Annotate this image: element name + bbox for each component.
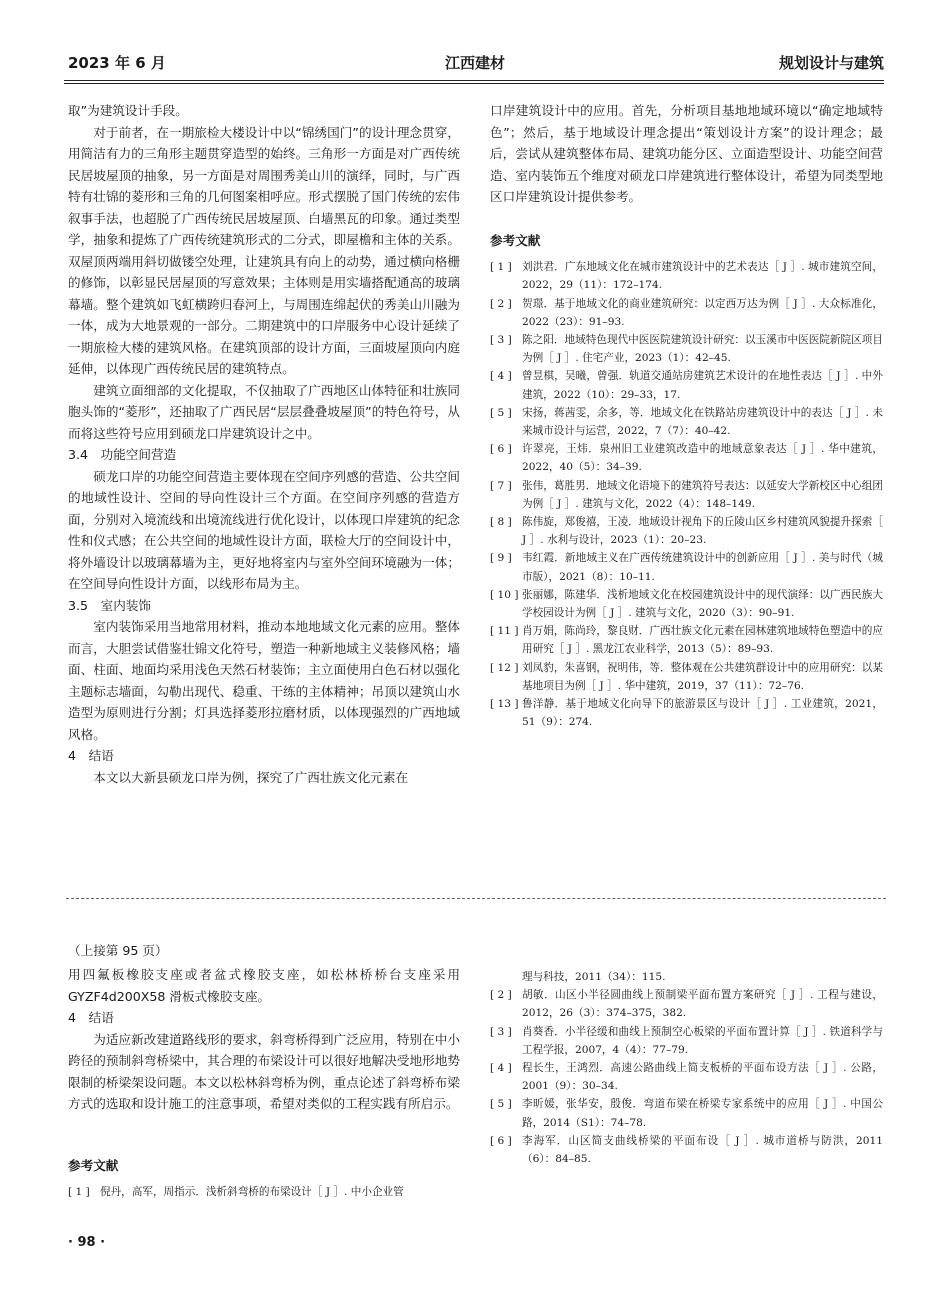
references-upper [490, 232, 883, 731]
reference-continued: 理与科技，2011（34）：115. [522, 971, 666, 983]
reference-text: 胡敏．山区小半径圆曲线上预制梁平面布置方案研究［ J ］. 工程与建设，2012，26（3）：374–375，382. [522, 989, 883, 1020]
paragraph: 本文以大新县硕龙口岸为例，探究了广西壮族文化元素在 [93, 769, 409, 785]
reference-number: [ 3 ] [490, 1025, 512, 1038]
reference-text: 刘凤豹，朱喜钢，祝明伟，等．整体观在公共建筑群设计中的应用研究：以某基地项目为例［ J ］. 华中建筑，2019，37（11）：72–76. [522, 661, 883, 692]
upper-left-column [68, 100, 460, 788]
reference-text: 陈之阳．地域特色现代中医医院建筑设计研究：以玉溪市中医医院新院区项目为例［ J ］. 住宅产业，2023（1）：42–45. [522, 334, 883, 365]
reference-item [490, 1132, 883, 1168]
reference-item [490, 1059, 883, 1095]
reference-text: 鲁洋静．基于地域文化向导下的旅游景区与设计［ J ］. 工业建筑，2021，51（9）：274. [522, 698, 883, 729]
reference-number: [ 1 ] [68, 1186, 90, 1199]
reference-item [490, 404, 883, 440]
reference-number: [ 11 ] [490, 625, 519, 638]
upper-right-column [490, 100, 883, 208]
reference-text: 宋扬，蒋茜雯，余多，等．地域文化在铁路站房建筑设计中的表达［ J ］. 未来城市设计与运营，2022，7（7）：40–42. [522, 406, 883, 438]
section-heading: 3.4 功能空间营造 [68, 447, 177, 462]
reference-number: [ 5 ] [490, 1098, 512, 1111]
reference-item [490, 659, 883, 695]
reference-number: [ 7 ] [490, 479, 512, 492]
lower-left-column [68, 964, 460, 1115]
reference-item [490, 513, 883, 549]
reference-text: 李昕媛，张华安，殷俊．弯道布梁在桥梁专家系统中的应用［ J ］. 中国公路，2014（S1）：74–78. [522, 1098, 883, 1129]
reference-number: [ 2 ] [490, 297, 512, 310]
reference-item [490, 331, 883, 367]
section-heading: 4 结语 [68, 1010, 114, 1025]
section-heading: 3.5 室内装饰 [68, 597, 151, 613]
reference-text: 肖葵香．小半径缓和曲线上预制空心板梁的平面布置计算［ J ］. 铁道科学与工程学报，2007，4（4）：77–79. [522, 1025, 883, 1056]
reference-number: [ 9 ] [490, 552, 512, 565]
reference-text: 倪丹，高军，周指示．浅析斜弯桥的布梁设计［ J ］. 中小企业管 [100, 1186, 404, 1199]
paragraph: 硕龙口岸的功能空间营造主要体现在空间序列感的营造、公共空间的地域性设计、空间的导向性设计三个方面。在空间序列感的营造方面，分别对入境流线和出境流线进行优化设计，以体现口岸建筑的纪念性和仪式感；在公共空间的地域性设计方面，联检大厅的空间设计中，将外墙设计以玻璃幕墙为主，更好地将室内与室外空间环境融为一体；在空间导向性设计方面，以线形布局为主。 [68, 468, 460, 591]
reference-item [490, 695, 883, 731]
header-rule-thin [64, 83, 884, 84]
reference-item [490, 477, 883, 513]
reference-number: [ 2 ] [490, 989, 512, 1002]
reference-number: [ 10 ] [490, 588, 519, 601]
reference-item [490, 622, 883, 658]
reference-number: [ 1 ] [490, 261, 512, 274]
reference-number: [ 12 ] [490, 661, 519, 674]
header-rule [64, 80, 884, 81]
paragraph: 建筑立面细部的文化提取，不仅抽取了广西地区山体特征和壮族同胞头饰的“菱形”，还抽取了广西民居“层层叠叠坡屋顶”的特色符号，从而将这些符号应用到硕龙口岸建筑设计之中。 [68, 382, 460, 441]
paragraph: 用四氟板橡胶支座或者盆式橡胶支座，如松林桥桥台支座采用 GYZF4d200X58 滑板式橡胶支座。 [68, 967, 460, 1004]
reference-item [68, 1183, 460, 1201]
section-heading: 4 结语 [68, 748, 114, 763]
reference-text: 韦红霞．新地域主义在广西传统建筑设计中的创新应用［ J ］. 美与时代（城市版），2021（8）：10–11. [522, 552, 883, 583]
reference-text: 程长生，王鸿烈．高速公路曲线上简支板桥的平面布设方法［ J ］. 公路，2001（9）：30–34. [522, 1062, 883, 1093]
reference-number: [ 6 ] [490, 1134, 512, 1147]
paragraph: 为适应新改建道路线形的要求，斜弯桥得到广泛应用，特别在中小跨径的预制斜弯桥梁中，其合理的布梁设计可以很好地解决受地形地势限制的桥梁架设问题。本文以松林斜弯桥为例，重点论述了斜弯桥布梁方式的选取和设计施工的注意事项，希望对类似的工程实践有所启示。 [68, 1031, 460, 1111]
reference-text: 张丽娜，陈建华．浅析地域文化在校园建筑设计中的现代演绎：以广西民族大学校园设计为例［ J ］. 建筑与文化，2020（3）：90–91. [522, 588, 883, 620]
reference-text: 许翠亮，王炜．泉州旧工业建筑改造中的地域意象表达［ J ］. 华中建筑，2022，40（5）：34–39. [522, 443, 883, 474]
reference-number: [ 5 ] [490, 406, 512, 419]
reference-item [490, 295, 883, 331]
reference-item [490, 1095, 883, 1131]
reference-text: 刘洪君．广东地域文化在城市建筑设计中的艺术表达［ J ］. 城市建筑空间，2022，29（11）：172–174. [522, 261, 883, 292]
references-title: 参考文献 [490, 233, 541, 248]
reference-item [490, 549, 883, 585]
reference-item [490, 258, 883, 294]
references-lower-right [490, 968, 883, 1168]
reference-number: [ 8 ] [490, 516, 512, 529]
reference-number: [ 4 ] [490, 370, 512, 383]
header-date: 2023 年 6 月 [68, 54, 166, 72]
reference-text: 李海军．山区简支曲线桥梁的平面布设［ J ］. 城市道桥与防洪，2011（6）：84–85. [522, 1134, 883, 1166]
reference-text: 贺璟．基于地域文化的商业建筑研究：以定西万达为例［ J ］. 大众标准化，2022（23）：91–93. [522, 297, 883, 328]
page-number: · 98 · [68, 1235, 106, 1250]
paragraph: 对于前者，在一期旅检大楼设计中以“锦绣国门”的设计理念贯穿，用简洁有力的三角形主题贯穿造型的始终。三角形一方面是对广西传统民居坡屋顶的抽象，另一方面是对周围秀美山川的演绎，同时，与广西特有壮锦的菱形和三角的几何图案相呼应。形式摆脱了国门传统的宏伟叙事手法，也超脱了广西传统民居坡屋顶、白墙黑瓦的印象。通过类型学，抽象和提炼了广西传统建筑形式的二分式，即屋檐和主体的关系。双屋顶两端用斜切做镂空处理，让建筑具有向上的动势，通过横向格栅的修饰，以彰显民居屋顶的写意效果；主体则是用实墙搭配通高的玻璃幕墙。整个建筑如飞虹横跨归春河上，与周围连绵起伏的秀美山川融为一体，成为大地景观的一部分。二期建筑中的口岸服务中心设计延续了一期旅检大楼的建筑风格。在建筑顶部的设计方面，三面坡屋顶向内庭延伸，以体现广西传统民居的建筑特点。 [68, 124, 460, 376]
reference-item [490, 440, 883, 476]
reference-number: [ 6 ] [490, 443, 512, 456]
continued-note: （上接第 95 页） [68, 943, 168, 958]
references-title: 参考文献 [68, 1158, 119, 1173]
header-journal: 江西建材 [444, 54, 505, 72]
reference-item [490, 367, 883, 403]
paragraph: 口岸建筑设计中的应用。首先，分析项目基地地域环境以“确定地域特色”；然后，基于地域设计理念提出“策划设计方案”的设计理念；最后，尝试从建筑整体布局、建筑功能分区、立面造型设计、功能空间营造、室内装饰五个维度对硕龙口岸建筑进行整体设计，希望为同类型地区口岸建筑设计提供参考。 [490, 103, 883, 204]
reference-text: 肖万娟，陈尚玲，黎良财．广西壮族文化元素在园林建筑地域特色塑造中的应用研究［ J ］. 黑龙江农业科学，2013（5）：89–93. [522, 625, 883, 656]
reference-text: 陈伟旋，郑俊禧，王凌．地域设计视角下的丘陵山区乡村建筑风貌提升探索［ J ］. 水利与设计，2023（1）：20–23. [522, 516, 883, 547]
header-section: 规划设计与建筑 [778, 54, 884, 72]
paragraph: 取”为建筑设计手段。 [68, 103, 188, 118]
reference-item [490, 586, 883, 622]
reference-number: [ 4 ] [490, 1062, 512, 1075]
reference-text: 张伟，葛胜男．地域文化语境下的建筑符号表达：以延安大学新校区中心组团为例［ J ］. 建筑与文化，2022（4）：148–149. [522, 479, 883, 510]
references-lower-left [68, 1157, 460, 1201]
reference-number: [ 13 ] [490, 698, 519, 711]
paragraph: 室内装饰采用当地常用材料，推动本地地域文化元素的应用。整体而言，大胆尝试借鉴壮锦文化符号，塑造一种新地域主义装修风格；墙面、柱面、地面均采用浅色天然石材装饰；主立面使用白色石材以强化主题标志墙面，勾勒出现代、稳重、干练的主体精神；吊顶以建筑山水造型为原则进行分割；灯具选择菱形拉磨材质，以体现强烈的广西地域风格。 [68, 619, 460, 742]
section-divider [66, 898, 886, 899]
reference-item [490, 1023, 883, 1059]
reference-text: 曾昱棋，吴曦，曾强．轨道交通站房建筑艺术设计的在地性表达［ J ］. 中外建筑，2022（10）：29–33，17. [522, 370, 883, 401]
reference-item [490, 986, 883, 1022]
reference-number: [ 3 ] [490, 334, 512, 347]
